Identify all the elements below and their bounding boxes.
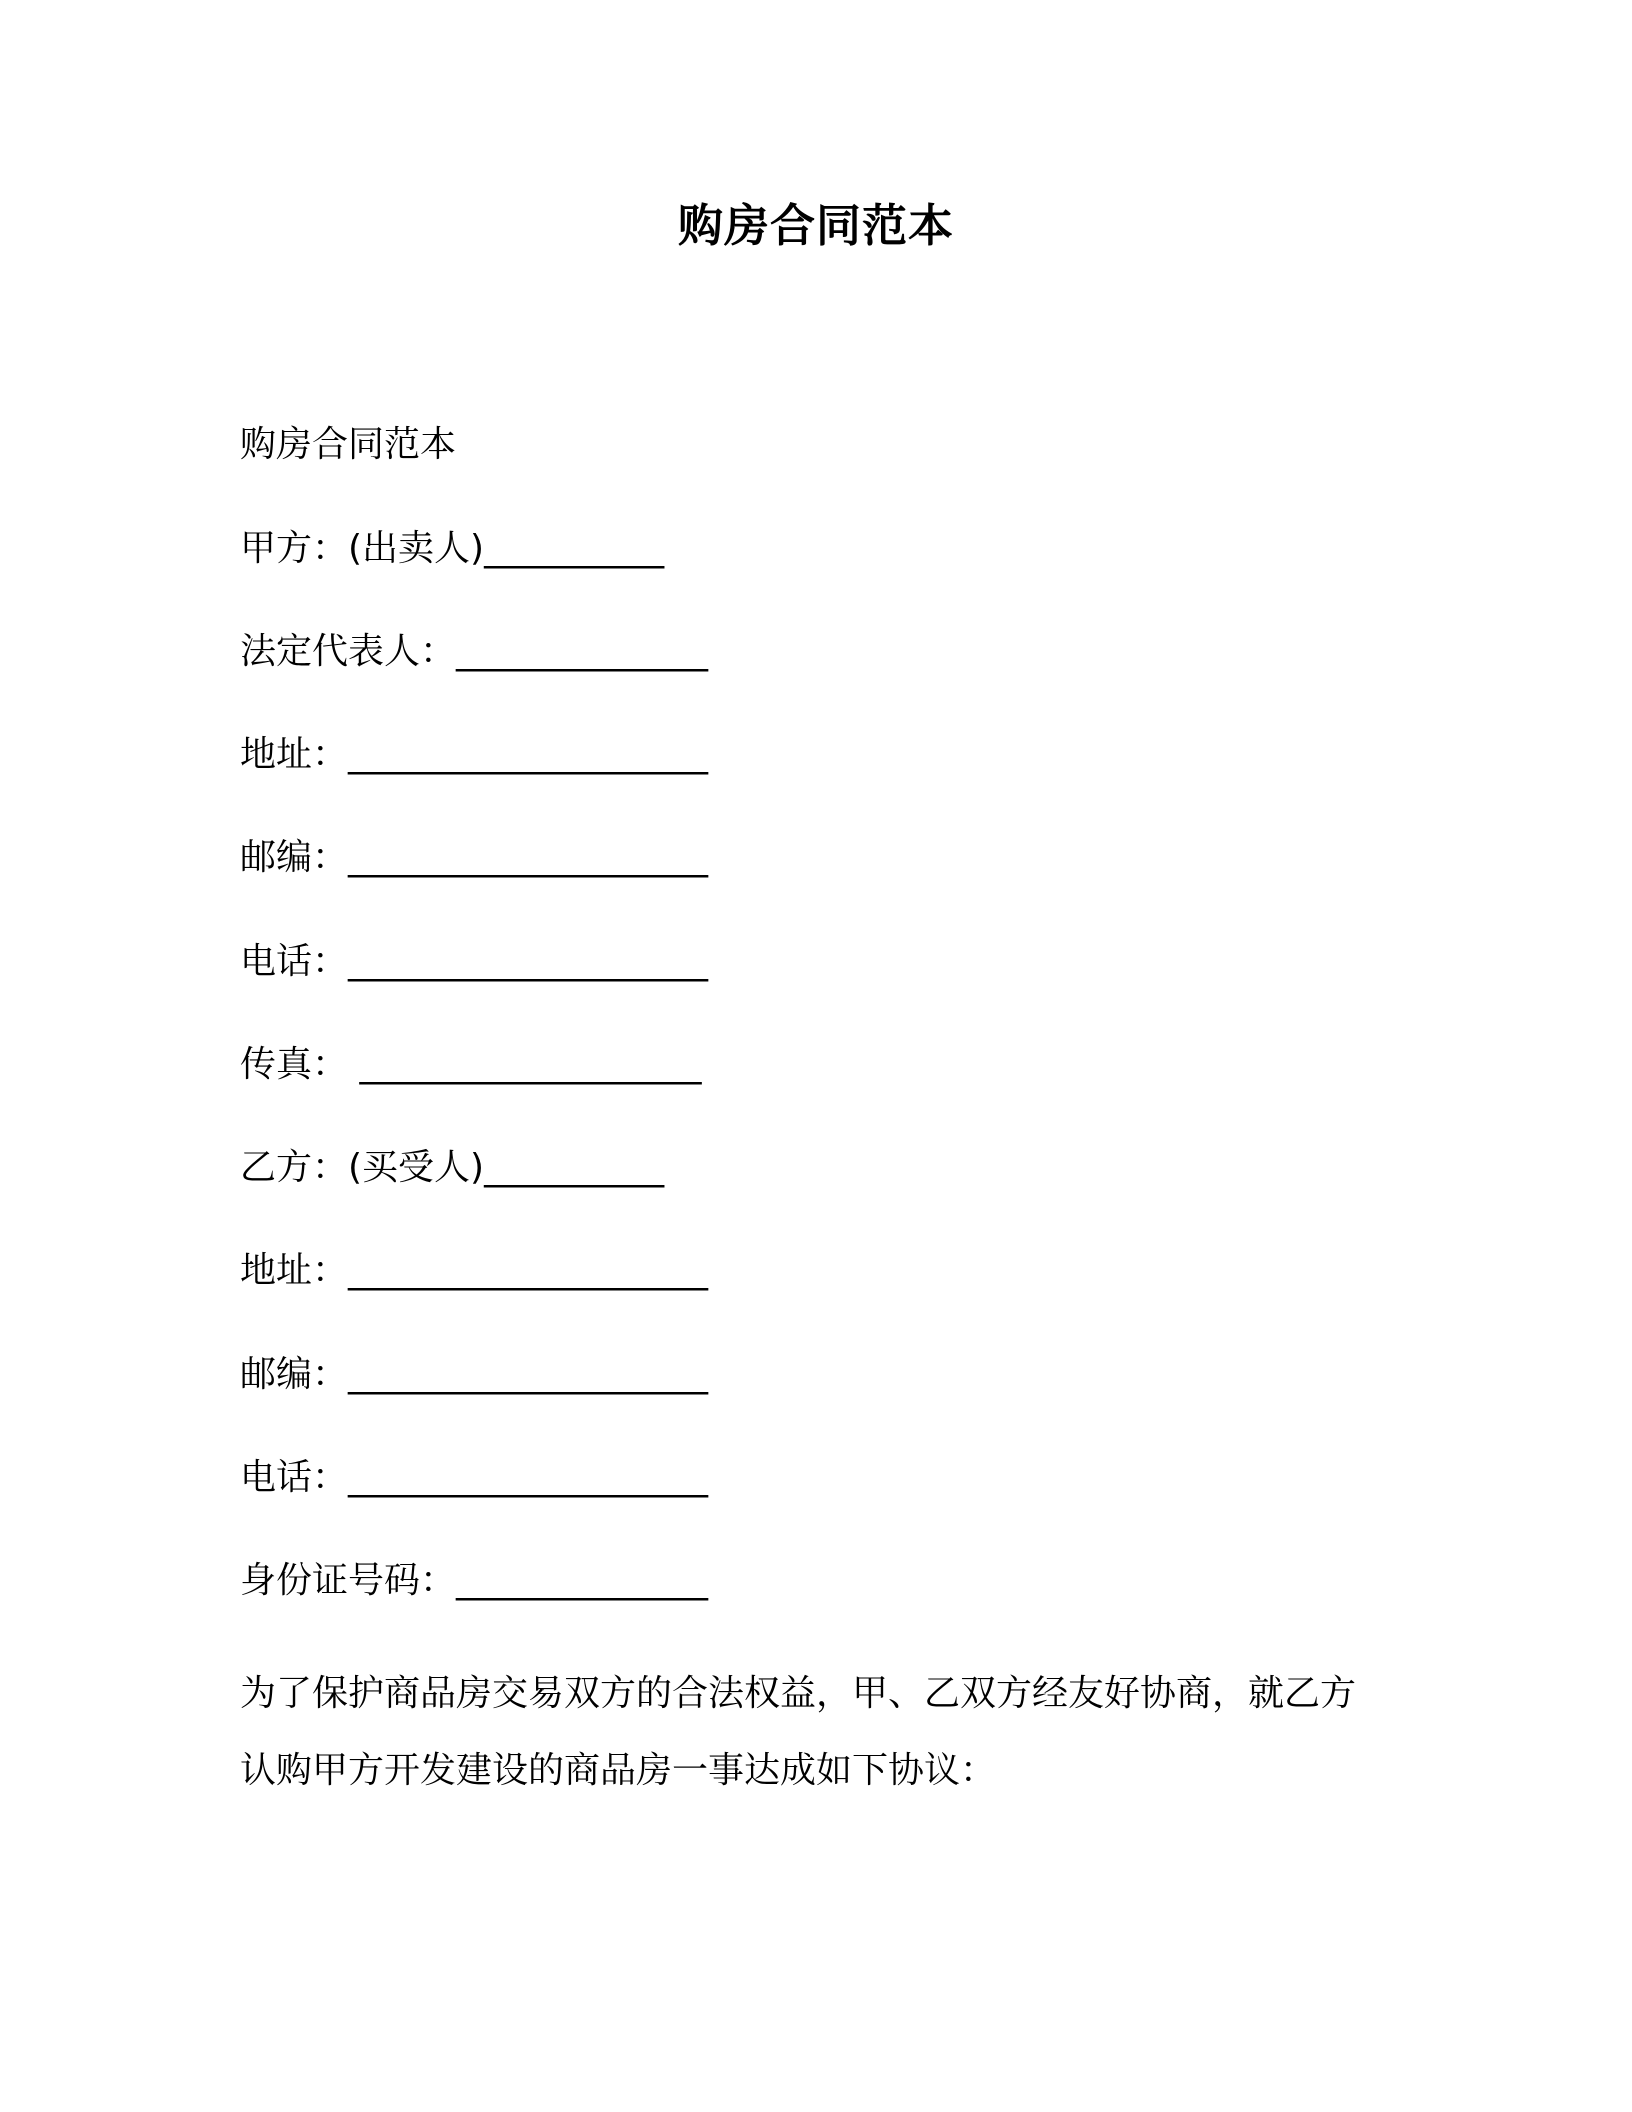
party-a-address-line: 地址：____________________ [240,734,709,775]
party-b-id-number-line: 身份证号码：______________ [240,1560,709,1601]
party-b-line: 乙方：(买受人)__________ [240,1147,665,1188]
party-a-line: 甲方：(出卖人)__________ [240,528,665,569]
party-a-phone-line: 电话：____________________ [240,941,709,982]
party-b-phone-line: 电话：____________________ [240,1457,709,1498]
party-a-fax-line: 传真： ___________________ [240,1044,702,1085]
party-a-postcode-line: 邮编：____________________ [240,837,709,878]
party-a-legal-rep-line: 法定代表人：______________ [240,631,709,672]
document-title: 购房合同范本 [677,199,954,252]
agreement-intro-paragraph: 为了保护商品房交易双方的合法权益，甲、乙双方经友好协商，就乙方认购甲方开发建设的商品房一事达成如下协议： [240,1673,1357,1791]
party-b-postcode-line: 邮编：____________________ [240,1354,709,1395]
party-b-address-line: 地址：____________________ [240,1250,709,1291]
subtitle-line: 购房合同范本 [240,424,457,465]
